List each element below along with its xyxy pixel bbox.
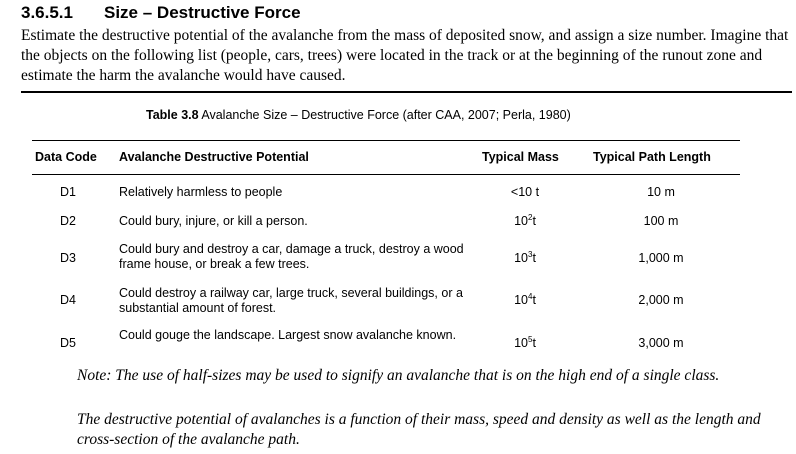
header-typical-mass: Typical Mass — [482, 150, 559, 164]
row-d3-potential: Could bury and destroy a car, damage a truck, destroy a wood frame house, or break a few trees. — [119, 242, 464, 271]
row-d5-mass-unit: t — [532, 336, 536, 350]
row-d3-mass-exp: 3 — [527, 250, 533, 259]
row-d2-mass-exp: 2 — [527, 213, 533, 222]
row-d5-path: 3,000 m — [638, 336, 684, 350]
row-d1-potential: Relatively harmless to people — [119, 185, 283, 199]
row-d5-potential: Could gouge the landscape. Largest snow avalanche known. — [119, 328, 457, 342]
row-d2-mass-unit: t — [532, 214, 536, 228]
table-top-rule — [32, 140, 740, 141]
section-divider — [21, 91, 792, 93]
section-heading — [21, 3, 301, 23]
row-d5-mass — [483, 336, 567, 351]
row-d2-path: 100 m — [643, 214, 679, 228]
table-caption-label: Table 3.8 — [146, 108, 199, 122]
row-d4-path: 2,000 m — [638, 293, 684, 307]
header-data-code: Data Code — [35, 150, 97, 164]
row-d5-mass-exp: 5 — [527, 335, 533, 344]
row-d2-mass — [483, 214, 567, 229]
header-destructive-potential: Avalanche Destructive Potential — [119, 150, 309, 164]
row-d1-mass — [483, 185, 567, 200]
section-number: 3.6.5.1 — [21, 3, 73, 22]
row-d2-code: D2 — [60, 214, 76, 228]
row-d1-mass-base: <10 t — [510, 185, 540, 199]
row-d2-potential: Could bury, injure, or kill a person. — [119, 214, 308, 228]
row-d3-code: D3 — [60, 251, 76, 265]
row-d2-mass-base: 10 — [514, 214, 528, 228]
note-destructive-potential: The destructive potential of avalanches is a function of their mass, speed and density as well as the length and cross-section of the avalanche path. — [77, 411, 761, 448]
row-d5-mass-base: 10 — [514, 336, 528, 350]
header-typical-path-length: Typical Path Length — [593, 150, 711, 164]
section-title: Size – Destructive Force — [104, 3, 301, 22]
row-d1-path: 10 m — [647, 185, 675, 199]
row-d4-potential: Could destroy a railway car, large truck, several buildings, or a substantial amount of forest. — [119, 286, 463, 315]
row-d4-mass-unit: t — [532, 293, 536, 307]
row-d5-code: D5 — [60, 336, 76, 350]
row-d3-path: 1,000 m — [638, 251, 684, 265]
table-caption-text: Avalanche Size – Destructive Force (after CAA, 2007; Perla, 1980) — [198, 108, 571, 122]
row-d4-code: D4 — [60, 293, 76, 307]
row-d1-code: D1 — [60, 185, 76, 199]
row-d4-mass-exp: 4 — [527, 292, 533, 301]
row-d4-mass — [483, 293, 567, 308]
row-d3-mass-unit: t — [532, 251, 536, 265]
table-caption — [146, 108, 571, 122]
note-half-sizes: Note: The use of half-sizes may be used to signify an avalanche that is on the high end of a single class. — [77, 367, 720, 384]
row-d3-mass — [483, 251, 567, 266]
table-header-rule — [32, 174, 740, 175]
row-d4-mass-base: 10 — [514, 293, 528, 307]
intro-paragraph: Estimate the destructive potential of the avalanche from the mass of deposited snow, and assign a size number. Imagine that the objects on the following list (people, cars, trees) were located in the track or at the beginning of the runout zone and estimate the harm the avalanche would have caused. — [21, 27, 789, 84]
row-d3-mass-base: 10 — [514, 251, 528, 265]
